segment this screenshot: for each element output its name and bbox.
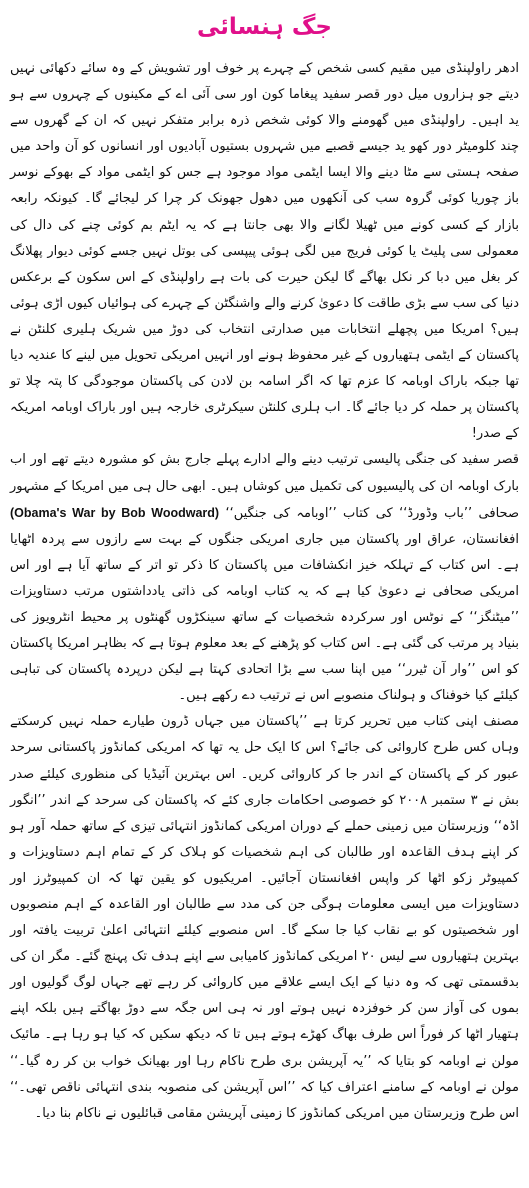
article-paragraph-1: ادھر راولپنڈی میں مقیم کسی شخص کے چہرے پر خوف اور تشویش کے وہ سائے دکھائی نہیں دیتے جو ہزاروں میل دور قصر سفید پیغاما کون اور سی آئی اے کے مکینوں کے چہروں سے ہو ید اہیں۔ راولپنڈی میں گھومنے والا کوئی شخص ذرہ برابر متفکر نہیں کہ ان کے گھروں سے چند کلومیٹر دور کھو ید جیسے قصبے میں شہروں بستیوں آبادیوں اور انسانوں کو آن واحد میں صفحہ ہستی سے مٹا دینے والا ایسا ایٹمی مواد موجود ہے جس کو ایٹمی مواد کے بھوکے نوسر باز چوریا کوئی گروہ سب کی آنکھوں میں دھول جھونک کر چرا کر لیجائے گا۔ کیونکہ رابعہ بازار کے کسی کونے میں ٹھیلا لگانے والا بھی جانتا ہے کہ یہ ایٹم بم کوئی چنے کی دال کی معمولی سی پلیٹ یا کوئی فریج میں لگی ہوئی پیپسی کی بوتل نہیں جسے کوئی دیوار پھلانگ کر بغل میں دبا کر نکل بھاگے گا لیکن حیرت کی بات ہے راولپنڈی کے اس سکون کے برعکس دنیا کی سب سے بڑی طاقت کا دعویٰ کرنے والے واشنگٹن کے چہرے کی ہوائیاں کیوں اڑی ہوئی ہیں؟ امریکا میں پچھلے انتخابات میں صدارتی انتخاب کی دوڑ میں شریک ہلیری کلنٹن نے پاکستان کے ایٹمی ہتھیاروں کے غیر محفوظ ہونے اور انہیں امریکی تحویل میں لینے کا عندیہ دیا تھا جبکہ باراک اوبامہ کا عزم تھا کہ اگر اسامہ بن لادن کی پاکستان موجودگی کا پتہ چلا تو پاکستان پر حملہ کر دیا جائے گا۔ اب ہلری کلنٹن سیکرٹری خارجہ ہیں اور باراک اوبامہ امریکہ کے صدر!	[10, 61, 519, 442]
article-paragraph-3: مصنف اپنی کتاب میں تحریر کرتا ہے ’’پاکستان میں جہاں ڈرون طیارے حملہ نہیں کرسکتے وہاں کس طرح کاروائی کی جائے؟ اس کا ایک حل یہ تھا کہ امریکی کمانڈوز پاکستانی سرحد عبور کر کے پاکستان کے اندر جا کر کاروائی کریں۔ اس بہترین آئیڈیا کی منظوری کیلئے صدر بش نے ۳ ستمبر ۲۰۰۸ کو خصوصی احکامات جاری کئے کہ پاکستان کی سرحد کے اندر ’’انگور اڈہ‘‘ وزیرستان میں زمینی حملے کے دوران امریکی کمانڈوز انتہائی تیزی کے ساتھ حملہ آور ہو کر اپنے ہدف القاعدہ اور طالبان کی اہم شخصیات کو ہلاک کر کے تمام اہم دستاویزات و کمپیوٹر زکو اٹھا کر واپس افغانستان آجائیں۔ امریکیوں کو یقین تھا کہ ان کمپیوٹرز اور دستاویزات میں ایسی معلومات ہوگی جن کی مدد سے طالبان اور القاعدہ کے اہم منصوبوں اور شخصیتوں کو بے نقاب کیا جا سکے گا۔ اس منصوبے کیلئے انتہائی اعلیٰ تربیت یافتہ اور بہترین ہتھیاروں سے لیس ۲۰ امریکی کمانڈوز کامیابی سے اپنے ہدف تک پہنچ گئے۔ مگر ان کی بدقسمتی تھی کہ وہ دنیا کے ایک ایسے علاقے میں کاروائی کر رہے تھے جہاں لوگ گولیوں اور بموں کی آواز سن کر خوفزدہ نہیں ہوتے اور نہ ہی اس جگہ سے دوڑ بھاگتے ہیں بلکہ اپنے ہتھیار اٹھا کر فوراً اس طرف بھاگ کھڑے ہوتے ہیں تا کہ دیکھ سکیں کہ کیا ہو رہا ہے۔ مائیک مولن نے اوبامہ کو بتایا کہ ’’یہ آپریشن بری طرح ناکام رہا اور بھیانک خواب بن کر رہ گیا۔‘‘ مولن نے اوبامہ کے سامنے اعتراف کیا کہ ’’اس آپریشن کی منصوبہ بندی انتہائی ناقص تھی۔‘‘ اس طرح وزیرستان میں امریکی کمانڈوز کا زمینی آپریشن مقامی قبائلیوں نے ناکام بنا دیا۔	[10, 714, 519, 1121]
article-paragraph-2	[10, 447, 519, 709]
article-title: جگ ہنسائی	[197, 14, 332, 40]
book-reference-urdu: قصر سفید کی جنگی پالیسی ترتیب دینے والے ادارے پہلے جارج بش کو مشورہ دیتے تھے اور اب بارک اوبامہ ان کی پالیسیوں کی تکمیل میں کوشاں ہیں۔ ابھی حال ہی میں امریکا کے مشہور صحافی ’’باب وڈورڈ‘‘ کی کتاب ’’اوبامہ کی جنگیں‘‘	[10, 452, 519, 521]
article-body	[10, 56, 519, 1127]
book-reference-continuation: افغانستان، عراق اور پاکستان میں جاری امریکی جنگوں کے بہت سے رازوں سے پردہ اٹھایا ہے۔ اس کتاب کے تہلکہ خیز انکشافات میں پاکستان کا ذکر تو اتر کے ساتھ آیا ہے اور اس امریکی صحافی نے دعویٰ کیا ہے کہ یہ کتاب اوبامہ کی ذاتی یادداشتوں مرتب دستاویزات ’’میٹنگز‘‘ کے نوٹس اور سرکردہ شخصیات کے ساتھ سینکڑوں گھنٹوں پر محیط انٹرویوز کی بنیاد پر مرتب کی گئی ہے۔ اس کتاب کو پڑھنے کے بعد معلوم ہوتا ہے کہ بظاہر امریکا پاکستان کو اس ’’وار آن ٹیرر‘‘ میں اپنا سب سے بڑا اتحادی کہتا ہے لیکن درپردہ پاکستان کی تباہی کیلئے کیا خوفناک و ہولناک منصوبے اس نے ترتیب دے رکھے ہیں۔	[10, 531, 519, 704]
book-reference-english: (Obama's War by Bob Woodward)	[10, 505, 220, 520]
